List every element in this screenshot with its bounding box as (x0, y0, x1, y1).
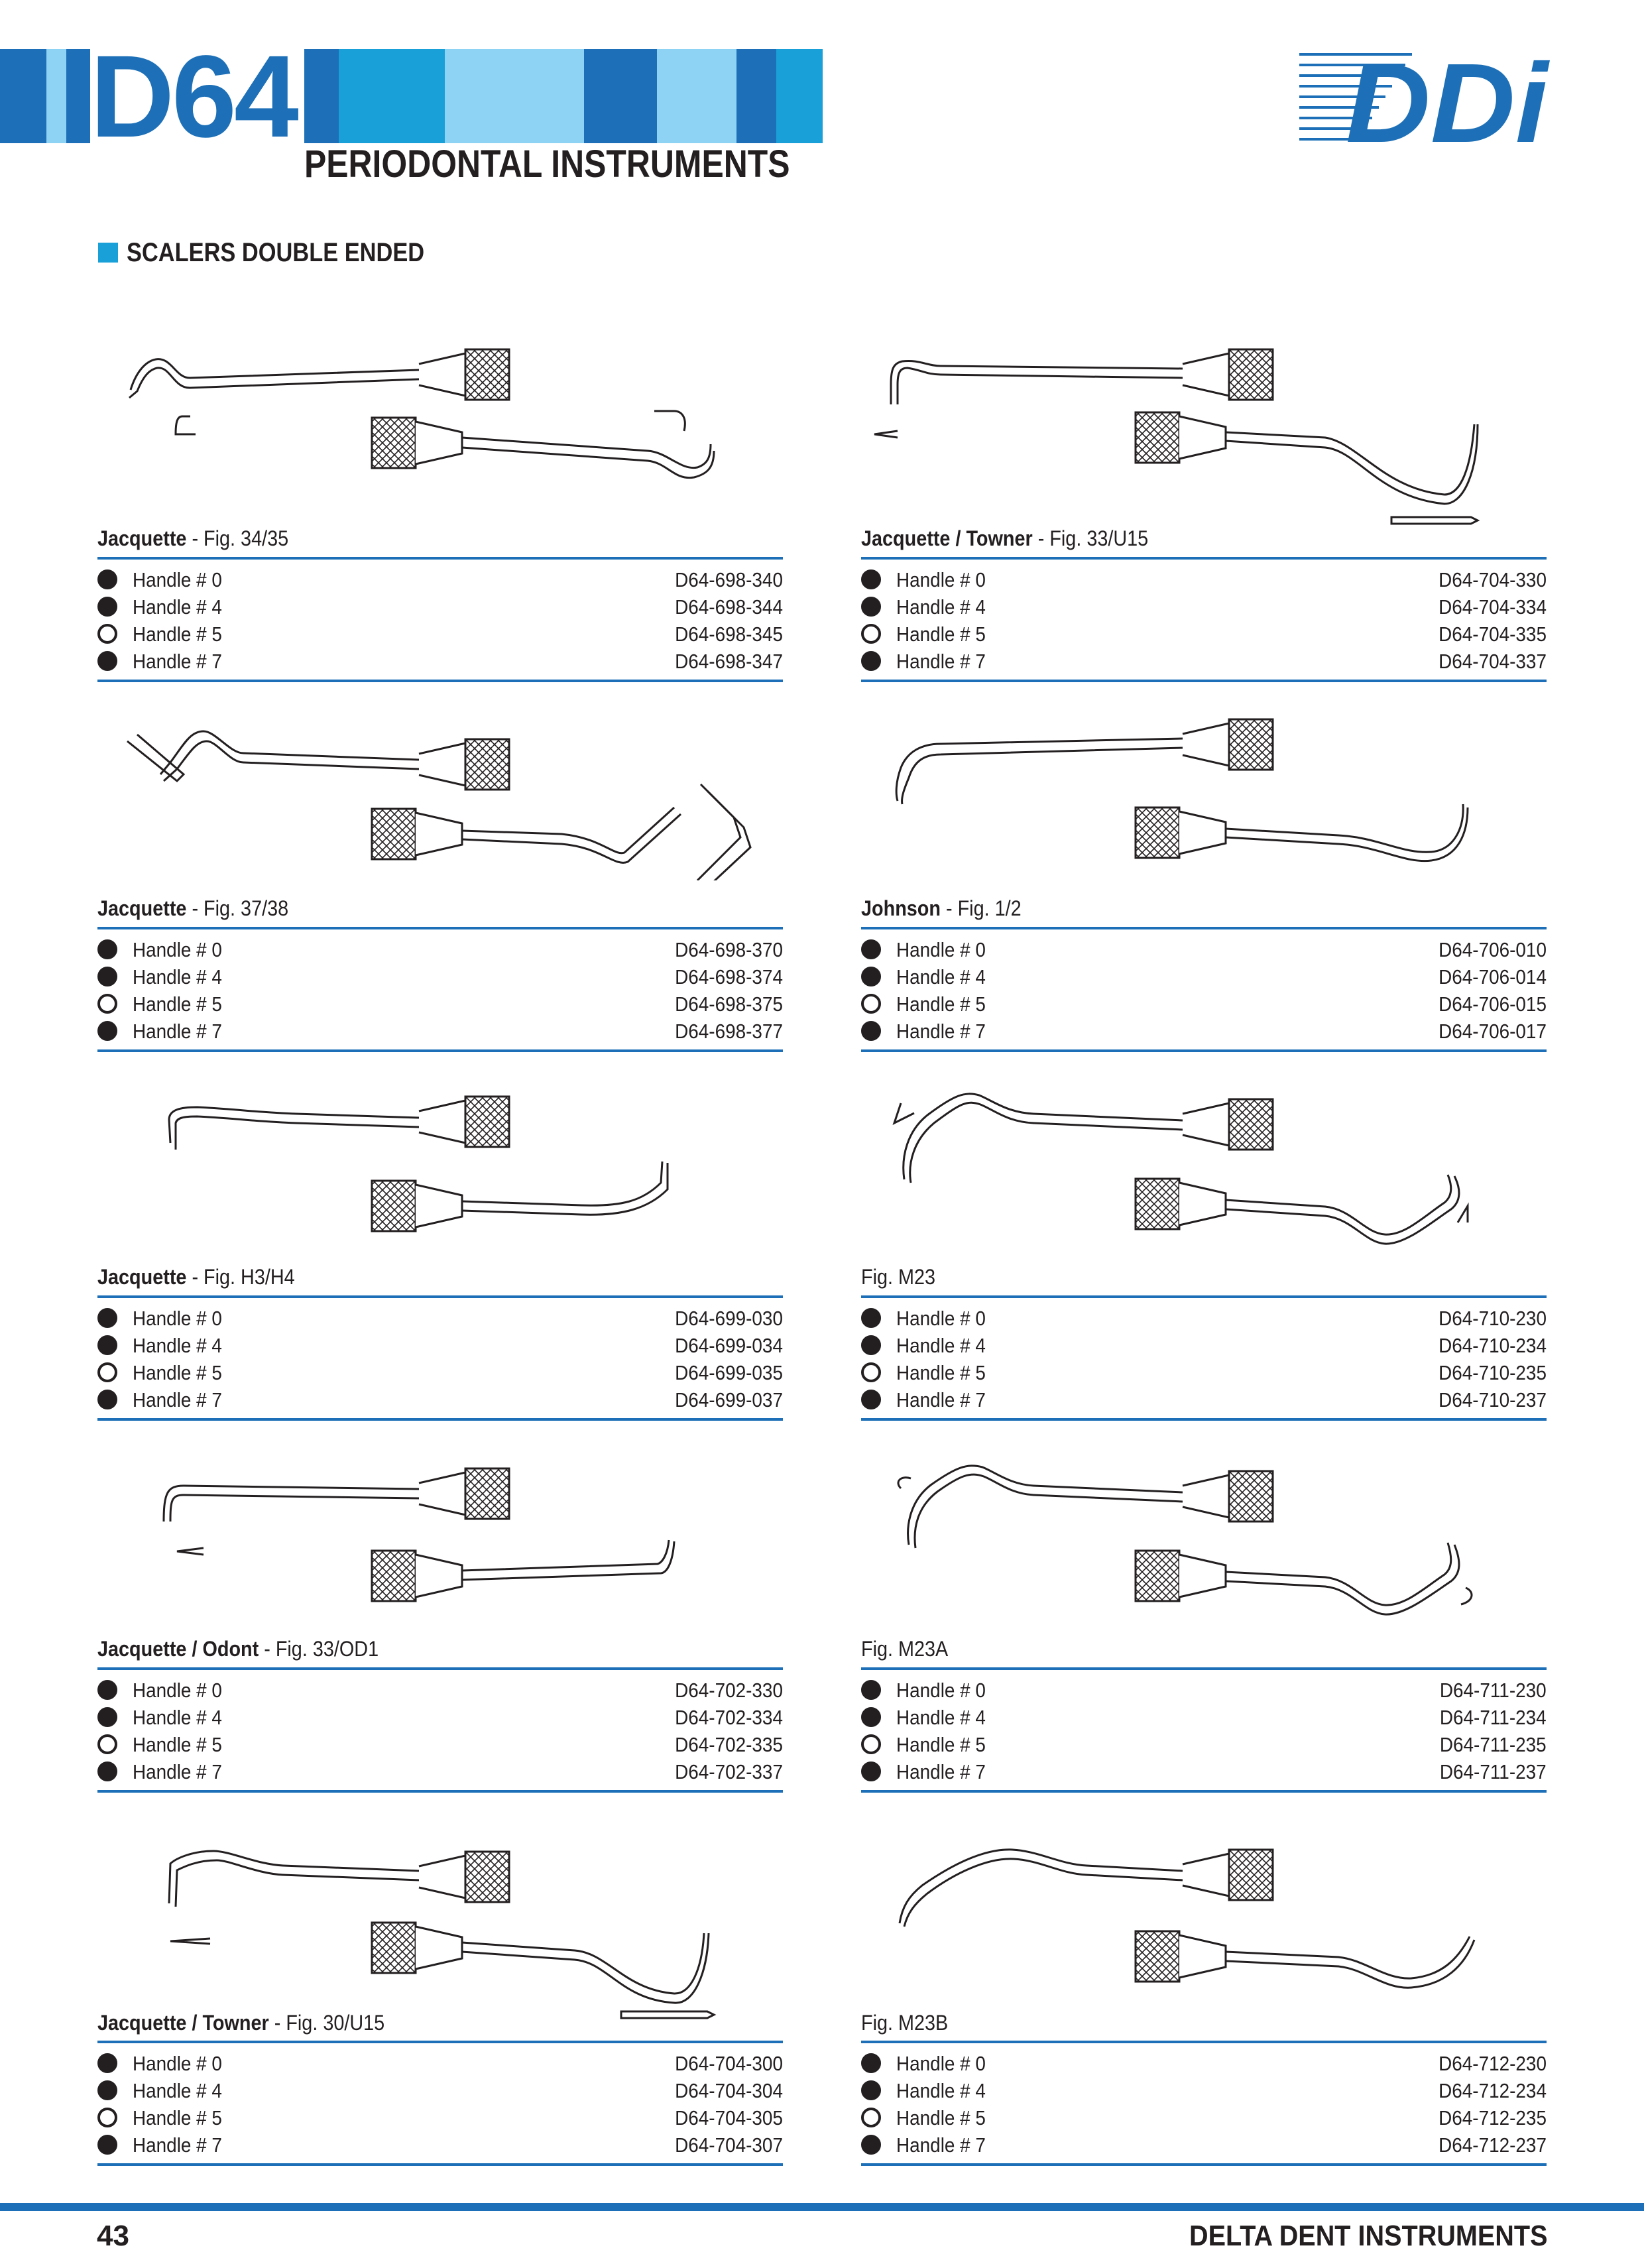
product-code: D64-710-237 (1439, 1388, 1547, 1411)
footer-rule (0, 2203, 1644, 2211)
product-code: D64-711-235 (1440, 1733, 1547, 1756)
page-number: 43 (97, 2220, 129, 2252)
handle-dot-filled (861, 1335, 881, 1355)
product-code: D64-712-234 (1439, 2079, 1547, 2102)
handle-label: Handle # 0 (133, 2052, 222, 2075)
divider (861, 2163, 1547, 2166)
variant-row (97, 1759, 783, 1786)
handle-dot-open (861, 1734, 881, 1754)
handle-dot-filled (861, 967, 881, 986)
handle-dot-open (861, 1362, 881, 1382)
product-code: D64-698-340 (675, 568, 783, 591)
section-title: SCALERS DOUBLE ENDED (127, 238, 425, 267)
handle-label: Handle # 0 (896, 2052, 986, 2075)
handle-dot-filled (97, 651, 117, 671)
variant-row (97, 2078, 783, 2105)
product-title (861, 2008, 948, 2037)
divider (861, 1667, 1547, 1670)
product-title (861, 1634, 948, 1663)
handle-label: Handle # 5 (896, 992, 986, 1016)
divider (97, 1049, 783, 1052)
handle-label: Handle # 4 (133, 1706, 222, 1729)
handle-label: Handle # 5 (896, 1361, 986, 1384)
variant-row (97, 937, 783, 964)
handle-dot-open (97, 1362, 117, 1382)
ddi-logo (1299, 44, 1551, 147)
product-figure: - Fig. 37/38 (186, 896, 289, 920)
instrument-illustration (97, 715, 783, 880)
product-code: D64-698-377 (675, 1020, 783, 1043)
header-bar (776, 49, 823, 143)
handle-dot-open (97, 1734, 117, 1754)
product-code: D64-704-335 (1439, 623, 1547, 646)
instrument-illustration (861, 1840, 1547, 2006)
handle-label: Handle # 7 (896, 2133, 986, 2157)
handle-label: Handle # 7 (133, 1388, 222, 1411)
product-title (97, 894, 288, 923)
handle-dot-filled (861, 651, 881, 671)
handle-label: Handle # 0 (896, 1307, 986, 1330)
divider (861, 1295, 1547, 1298)
variant-row (97, 2132, 783, 2159)
handle-label: Handle # 5 (133, 623, 222, 646)
handle-dot-filled (97, 597, 117, 617)
variant-row (861, 1704, 1547, 1732)
product-title (97, 524, 288, 553)
handle-dot-filled (861, 1390, 881, 1409)
divider (97, 557, 783, 560)
handle-label: Handle # 0 (133, 1679, 222, 1702)
variant-row (861, 648, 1547, 676)
product-code: D64-698-344 (675, 595, 783, 619)
product-figure: - Fig. H3/H4 (186, 1265, 295, 1289)
header-bar (584, 49, 657, 143)
handle-label: Handle # 7 (133, 2133, 222, 2157)
variant-row (861, 1732, 1547, 1759)
product-code: D64-698-370 (675, 938, 783, 961)
product-code: D64-704-304 (675, 2079, 783, 2102)
product-title (861, 524, 1148, 553)
header-bar (657, 49, 736, 143)
divider (861, 1418, 1547, 1421)
instrument-illustration (861, 338, 1547, 530)
variant-row (861, 964, 1547, 991)
variant-row (97, 1018, 783, 1045)
handle-dot-filled (97, 1707, 117, 1727)
catalog-code: D64 (90, 32, 296, 162)
handle-label: Handle # 5 (896, 623, 986, 646)
variant-row (861, 991, 1547, 1018)
header-bar (304, 49, 339, 143)
product-code: D64-702-330 (675, 1679, 783, 1702)
product-code: D64-712-235 (1439, 2106, 1547, 2129)
variant-row (861, 2132, 1547, 2159)
handle-dot-filled (97, 1390, 117, 1409)
product-name: Jacquette / Towner (97, 2011, 269, 2035)
handle-dot-filled (97, 569, 117, 589)
variant-row (97, 594, 783, 621)
variant-row (861, 2105, 1547, 2132)
handle-label: Handle # 5 (133, 2106, 222, 2129)
variant-row (97, 991, 783, 1018)
product-code: D64-702-335 (675, 1733, 783, 1756)
product-code: D64-712-237 (1439, 2133, 1547, 2157)
handle-dot-filled (97, 2080, 117, 2100)
variant-row (97, 2051, 783, 2078)
divider (861, 927, 1547, 929)
header-bar (66, 49, 90, 143)
handle-label: Handle # 5 (896, 1733, 986, 1756)
product-code: D64-699-034 (675, 1334, 783, 1357)
handle-label: Handle # 0 (896, 568, 986, 591)
product-code: D64-710-230 (1439, 1307, 1547, 1330)
divider (97, 1295, 783, 1298)
instrument-illustration (861, 1462, 1547, 1621)
divider (97, 680, 783, 682)
handle-label: Handle # 4 (133, 2079, 222, 2102)
product-figure: - Fig. 33/OD1 (259, 1637, 379, 1661)
variant-row (97, 1704, 783, 1732)
product-code: D64-698-374 (675, 965, 783, 988)
handle-dot-filled (97, 1021, 117, 1041)
handle-dot-filled (861, 2053, 881, 2073)
header-bar (0, 49, 46, 143)
handle-dot-open (861, 994, 881, 1014)
handle-dot-filled (861, 1707, 881, 1727)
product-name: Johnson (861, 896, 941, 920)
handle-label: Handle # 5 (133, 1361, 222, 1384)
variant-row (861, 2078, 1547, 2105)
divider (97, 2163, 783, 2166)
handle-dot-filled (861, 939, 881, 959)
handle-dot-filled (861, 1761, 881, 1781)
product-code: D64-699-030 (675, 1307, 783, 1330)
product-figure: - Fig. 33/U15 (1032, 526, 1149, 550)
product-code: D64-710-235 (1439, 1361, 1547, 1384)
product-code: D64-711-237 (1440, 1760, 1547, 1783)
product-code: D64-702-334 (675, 1706, 783, 1729)
product-code: D64-704-307 (675, 2133, 783, 2157)
variant-row (97, 2105, 783, 2132)
variant-row (861, 1360, 1547, 1387)
product-title (97, 1262, 295, 1291)
product-code: D64-706-010 (1439, 938, 1547, 961)
product-name: Jacquette (97, 896, 187, 920)
variant-row (97, 1360, 783, 1387)
svg-text:DDi: DDi (1346, 44, 1551, 147)
divider (97, 927, 783, 929)
variant-row (97, 1305, 783, 1333)
divider (861, 1049, 1547, 1052)
handle-label: Handle # 0 (133, 568, 222, 591)
handle-dot-filled (97, 1680, 117, 1700)
product-code: D64-706-017 (1439, 1020, 1547, 1043)
handle-dot-filled (97, 1335, 117, 1355)
product-code: D64-699-035 (675, 1361, 783, 1384)
product-name: Jacquette (97, 1265, 187, 1289)
product-code: D64-698-347 (675, 650, 783, 673)
product-title (861, 1262, 935, 1291)
product-code: D64-706-014 (1439, 965, 1547, 988)
divider (861, 1790, 1547, 1793)
variant-row (97, 567, 783, 594)
handle-label: Handle # 4 (896, 1706, 986, 1729)
handle-dot-filled (97, 967, 117, 986)
divider (97, 1418, 783, 1421)
product-figure: Fig. M23A (861, 1637, 949, 1661)
handle-label: Handle # 5 (133, 1733, 222, 1756)
handle-dot-filled (861, 1680, 881, 1700)
handle-label: Handle # 0 (896, 1679, 986, 1702)
handle-label: Handle # 4 (133, 595, 222, 619)
product-name: Jacquette / Odont (97, 1637, 259, 1661)
section-marker (98, 243, 118, 263)
handle-label: Handle # 0 (133, 938, 222, 961)
header-bar (46, 49, 66, 143)
product-title (97, 2008, 384, 2037)
handle-dot-filled (861, 597, 881, 617)
handle-label: Handle # 7 (896, 1020, 986, 1043)
handle-dot-filled (861, 2080, 881, 2100)
handle-dot-filled (861, 1308, 881, 1328)
product-code: D64-702-337 (675, 1760, 783, 1783)
handle-label: Handle # 5 (896, 2106, 986, 2129)
divider (97, 2041, 783, 2043)
handle-dot-filled (97, 939, 117, 959)
header-bar (736, 49, 776, 143)
handle-dot-open (97, 624, 117, 644)
product-code: D64-704-334 (1439, 595, 1547, 619)
variant-row (97, 1732, 783, 1759)
instrument-illustration (861, 715, 1547, 880)
product-name: Jacquette (97, 526, 187, 550)
instrument-illustration (97, 1462, 783, 1621)
handle-label: Handle # 7 (133, 1020, 222, 1043)
product-code: D64-712-230 (1439, 2052, 1547, 2075)
variant-row (97, 964, 783, 991)
product-code: D64-698-345 (675, 623, 783, 646)
divider (861, 680, 1547, 682)
divider (97, 1790, 783, 1793)
handle-dot-filled (97, 1308, 117, 1328)
product-title (97, 1634, 379, 1663)
footer-brand: DELTA DENT INSTRUMENTS (1189, 2220, 1547, 2252)
product-code: D64-710-234 (1439, 1334, 1547, 1357)
variant-row (97, 621, 783, 648)
handle-dot-filled (97, 2053, 117, 2073)
product-figure: Fig. M23 (861, 1265, 936, 1289)
product-code: D64-704-300 (675, 2052, 783, 2075)
divider (861, 2041, 1547, 2043)
divider (861, 557, 1547, 560)
handle-label: Handle # 0 (133, 1307, 222, 1330)
product-figure: Fig. M23B (861, 2011, 949, 2035)
product-title (861, 894, 1022, 923)
variant-row (861, 1677, 1547, 1704)
handle-dot-filled (861, 569, 881, 589)
product-figure: - Fig. 34/35 (186, 526, 289, 550)
product-name: Jacquette / Towner (861, 526, 1033, 550)
variant-row (97, 1387, 783, 1414)
variant-row (861, 2051, 1547, 2078)
handle-label: Handle # 7 (133, 1760, 222, 1783)
handle-dot-filled (861, 1021, 881, 1041)
product-code: D64-706-015 (1439, 992, 1547, 1016)
header-bar (445, 49, 584, 143)
product-code: D64-699-037 (675, 1388, 783, 1411)
handle-dot-open (861, 624, 881, 644)
handle-label: Handle # 7 (896, 1760, 986, 1783)
handle-dot-open (97, 2108, 117, 2127)
handle-label: Handle # 4 (896, 1334, 986, 1357)
variant-row (97, 1333, 783, 1360)
variant-row (97, 648, 783, 676)
handle-dot-filled (97, 2135, 117, 2155)
handle-label: Handle # 0 (896, 938, 986, 961)
variant-row (861, 1387, 1547, 1414)
product-figure: - Fig. 1/2 (940, 896, 1022, 920)
page-title: PERIODONTAL INSTRUMENTS (304, 143, 790, 186)
variant-row (97, 1677, 783, 1704)
variant-row (861, 621, 1547, 648)
variant-row (861, 1305, 1547, 1333)
handle-label: Handle # 7 (896, 1388, 986, 1411)
handle-dot-filled (861, 2135, 881, 2155)
variant-row (861, 937, 1547, 964)
handle-label: Handle # 4 (133, 1334, 222, 1357)
product-code: D64-704-337 (1439, 650, 1547, 673)
product-figure: - Fig. 30/U15 (268, 2011, 385, 2035)
variant-row (861, 1759, 1547, 1786)
variant-row (861, 594, 1547, 621)
product-code: D64-711-230 (1440, 1679, 1547, 1702)
product-code: D64-698-375 (675, 992, 783, 1016)
handle-label: Handle # 4 (896, 595, 986, 619)
handle-label: Handle # 5 (133, 992, 222, 1016)
instrument-illustration (97, 1840, 783, 2019)
product-code: D64-704-305 (675, 2106, 783, 2129)
header-bar (339, 49, 445, 143)
divider (97, 1667, 783, 1670)
product-code: D64-704-330 (1439, 568, 1547, 591)
handle-label: Handle # 4 (896, 965, 986, 988)
handle-dot-open (97, 994, 117, 1014)
handle-label: Handle # 7 (896, 650, 986, 673)
variant-row (861, 567, 1547, 594)
instrument-illustration (861, 1090, 1547, 1249)
handle-label: Handle # 4 (896, 2079, 986, 2102)
instrument-illustration (97, 1090, 783, 1249)
product-code: D64-711-234 (1440, 1706, 1547, 1729)
handle-label: Handle # 7 (133, 650, 222, 673)
handle-dot-open (861, 2108, 881, 2127)
variant-row (861, 1018, 1547, 1045)
handle-label: Handle # 4 (133, 965, 222, 988)
variant-row (861, 1333, 1547, 1360)
instrument-illustration (97, 338, 783, 491)
handle-dot-filled (97, 1761, 117, 1781)
